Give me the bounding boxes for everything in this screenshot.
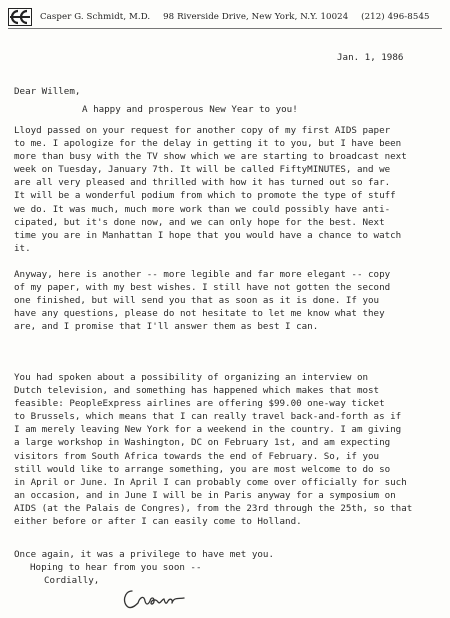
letterhead-logo-icon	[8, 8, 32, 26]
letter-line	[14, 255, 442, 268]
letter-line: more than busy with the TV show which we are starting to broadcast next	[14, 151, 407, 163]
letterhead	[8, 6, 444, 28]
letter-line: an occasion, and in June I will be in Paris anyway for a symposium on	[14, 489, 396, 501]
letter-line: It will be a wonderful podium from which to promote the type of stuff	[14, 190, 396, 202]
closing-line-1: Once again, it was a privilege to have met you.	[14, 549, 274, 560]
closing-line-3: Cordially,	[44, 575, 100, 587]
letter-line: one finished, but will send you that as soon as it is done. If you	[14, 295, 380, 307]
closing-block	[14, 548, 274, 587]
letter-date: Jan. 1, 1986	[337, 52, 404, 63]
letter-line: time you are in Manhattan I hope that you would have a chance to watch	[14, 229, 402, 241]
paragraph-block-3	[14, 371, 442, 528]
letter-line: it.	[14, 242, 31, 254]
letterhead-rule	[8, 28, 442, 29]
signature	[118, 585, 188, 613]
letter-line: feasible: PeopleExpress airlines are offering $99.00 one-way ticket	[14, 398, 385, 410]
letter-line: still would like to arrange something, you are most welcome to do so	[14, 463, 391, 475]
letter-line: Lloyd passed on your request for another copy of my first AIDS paper	[14, 125, 391, 136]
letter-line: a large workshop in Washington, DC on February 1st, and am expecting	[14, 437, 391, 449]
closing-line-2: Hoping to hear from you soon --	[30, 562, 202, 574]
letter-line: have any questions, please do not hesitate to let me know what they	[14, 308, 385, 320]
letter-line: are all very pleased and thrilled with how it has turned out so far.	[14, 177, 391, 189]
letter-line: Dutch television, and something has happened which makes that most	[14, 385, 380, 397]
letter-line: visitors from South Africa towards the end of February. So, if you	[14, 450, 380, 462]
letter-line: either before or after I can easily come to Holland.	[14, 516, 302, 528]
paragraph-block-1	[14, 124, 442, 334]
letter-line: are, and I promise that I'll answer them as best I can.	[14, 321, 319, 333]
letterhead-name: Casper G. Schmidt, M.D.	[40, 12, 151, 22]
letter-line: Anyway, here is another -- more legible and far more elegant -- copy	[14, 269, 391, 281]
letter-line: in April or June. In April I can probably come over officially for such	[14, 476, 407, 488]
letter-line: of my paper, with my best wishes. I still have not gotten the second	[14, 282, 391, 294]
letter-line: AIDS (at the Palais de Congres), from the 23rd through the 25th, so that	[14, 502, 413, 514]
greeting-line: A happy and prosperous New Year to you!	[82, 104, 298, 115]
letter-line: to me. I apologize for the delay in getting it to you, but I have been	[14, 138, 402, 150]
letter-line: week on Tuesday, January 7th. It will be called FiftyMINUTES, and we	[14, 164, 391, 176]
letterhead-phone: (212) 496-8545	[361, 12, 430, 22]
letter-line: to Brussels, which means that I can really travel back-and-forth as if	[14, 411, 402, 423]
letterhead-address: 98 Riverside Drive, New York, N.Y. 10024	[163, 12, 349, 22]
letter-line: cipated, but it's done now, and we can only hope for the best. Next	[14, 216, 385, 228]
letter-line: You had spoken about a possibility of organizing an interview on	[14, 372, 369, 383]
letter-line: I am merely leaving New York for a weekend in the country. I am giving	[14, 424, 402, 436]
letter-line: we do. It was much, much more work than we could possibly have anti-	[14, 203, 391, 215]
letterhead-text	[40, 12, 440, 22]
salutation: Dear Willem,	[14, 86, 81, 97]
